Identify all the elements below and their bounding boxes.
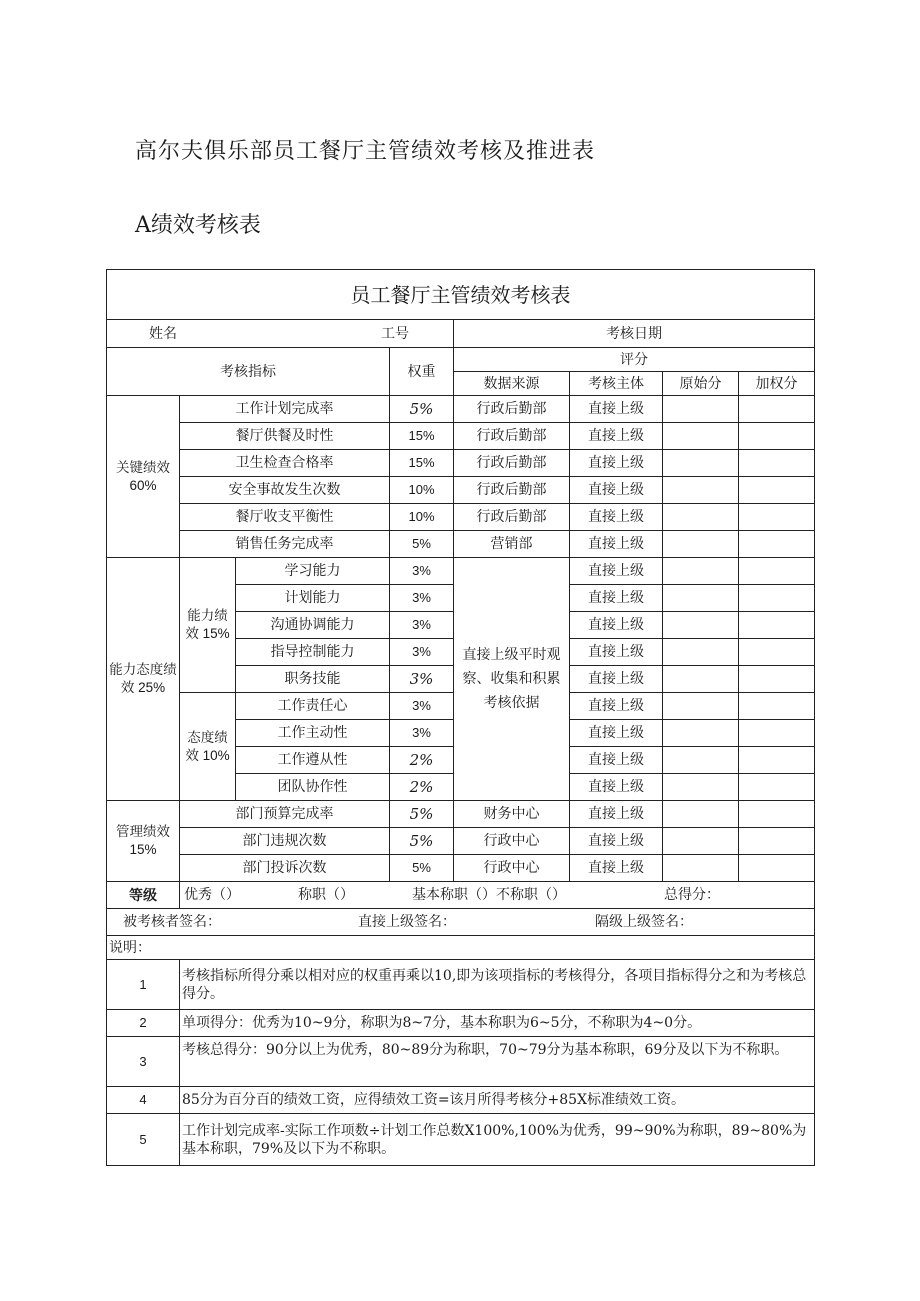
weighted-score-cell[interactable] [739,612,815,639]
grade-competent[interactable]: 称职（） [298,887,354,903]
assessor: 直接上级 [570,585,663,612]
weighted-score-cell[interactable] [739,504,815,531]
weighted-score-cell[interactable] [739,531,815,558]
weighted-score-cell[interactable] [739,450,815,477]
direct-supervisor-signature[interactable]: 直接上级签名： [358,914,456,930]
raw-score-cell[interactable] [663,423,739,450]
indicator-name: 工作遵从性 [236,747,390,774]
indicator-weight: 3% [390,666,454,693]
weighted-score-cell[interactable] [739,855,815,882]
weighted-score-cell[interactable] [739,396,815,423]
indicator-weight: 15% [390,423,454,450]
indicator-name: 安全事故发生次数 [180,477,390,504]
assessor: 直接上级 [570,504,663,531]
indicator-weight: 3% [390,693,454,720]
note-number: 1 [107,960,180,1010]
raw-score-cell[interactable] [663,585,739,612]
assessor: 直接上级 [570,558,663,585]
data-source: 行政后勤部 [454,423,570,450]
header-source: 数据来源 [454,372,570,396]
indicator-weight: 10% [390,477,454,504]
indicator-name: 餐厅收支平衡性 [180,504,390,531]
weighted-score-cell[interactable] [739,828,815,855]
data-source: 行政后勤部 [454,504,570,531]
ability-data-source: 直接上级平时观察、收集和积累考核依据 [454,558,570,801]
raw-score-cell[interactable] [663,450,739,477]
note-text: 工作计划完成率-实际工作项数÷计划工作总数X100%,100%为优秀，99~90%为称职，89~80%为基本称职，79%及以下为不称职。 [180,1114,815,1166]
date-label: 考核日期 [454,320,815,348]
raw-score-cell[interactable] [663,801,739,828]
subcategory-attitude: 态度绩效 10% [180,693,236,801]
assessor: 直接上级 [570,423,663,450]
data-source: 行政中心 [454,855,570,882]
assessor: 直接上级 [570,774,663,801]
weighted-score-cell[interactable] [739,585,815,612]
data-source: 行政后勤部 [454,396,570,423]
indicator-weight: 5% [390,801,454,828]
indicator-weight: 10% [390,504,454,531]
weighted-score-cell[interactable] [739,693,815,720]
section-title: A绩效考核表 [135,213,261,238]
id-label: 工号 [381,325,409,342]
assessor: 直接上级 [570,828,663,855]
note-text: 单项得分：优秀为10~9分，称职为8~7分，基本称职为6~5分，不称职为4~0分。 [180,1010,815,1037]
header-score: 评分 [454,348,815,372]
indicator-weight: 5% [390,531,454,558]
raw-score-cell[interactable] [663,612,739,639]
signature-row [107,909,815,936]
header-weighted: 加权分 [739,372,815,396]
assessor: 直接上级 [570,612,663,639]
weighted-score-cell[interactable] [739,423,815,450]
grade-options [180,882,815,909]
data-source: 行政后勤部 [454,450,570,477]
assessor: 直接上级 [570,666,663,693]
note-number: 4 [107,1087,180,1114]
weighted-score-cell[interactable] [739,747,815,774]
indicator-name: 沟通协调能力 [236,612,390,639]
indicator-name: 学习能力 [236,558,390,585]
assessor: 直接上级 [570,531,663,558]
note-number: 5 [107,1114,180,1166]
weighted-score-cell[interactable] [739,639,815,666]
note-number: 3 [107,1037,180,1087]
raw-score-cell[interactable] [663,477,739,504]
raw-score-cell[interactable] [663,828,739,855]
indicator-name: 餐厅供餐及时性 [180,423,390,450]
header-raw: 原始分 [663,372,739,396]
data-source: 行政后勤部 [454,477,570,504]
note-number: 2 [107,1010,180,1037]
document-title: 高尔夫俱乐部员工餐厅主管绩效考核及推进表 [135,139,596,164]
raw-score-cell[interactable] [663,666,739,693]
indicator-name: 计划能力 [236,585,390,612]
examinee-signature[interactable]: 被考核者签名： [123,914,221,930]
subcategory-ability: 能力绩效 15% [180,558,236,693]
indicator-weight: 3% [390,720,454,747]
indicator-name: 指导控制能力 [236,639,390,666]
raw-score-cell[interactable] [663,720,739,747]
raw-score-cell[interactable] [663,531,739,558]
raw-score-cell[interactable] [663,774,739,801]
indicator-name: 工作计划完成率 [180,396,390,423]
indicator-name: 部门投诉次数 [180,855,390,882]
header-indicator: 考核指标 [107,348,390,396]
assessment-table [106,269,815,1166]
indicator-weight: 2% [390,747,454,774]
raw-score-cell[interactable] [663,693,739,720]
weighted-score-cell[interactable] [739,477,815,504]
notes-label: 说明： [107,936,815,960]
skip-level-signature[interactable]: 隔级上级签名： [595,914,693,930]
data-source: 营销部 [454,531,570,558]
indicator-weight: 3% [390,585,454,612]
note-text: 85分为百分百的绩效工资，应得绩效工资=该月所得考核分+85X标准绩效工资。 [180,1087,815,1114]
name-and-id-cell [107,320,454,348]
category-key: 关键绩效 60% [107,396,180,558]
raw-score-cell[interactable] [663,747,739,774]
indicator-name: 销售任务完成率 [180,531,390,558]
indicator-weight: 5% [390,396,454,423]
category-ability: 能力态度绩效 25% [107,558,180,801]
header-weight: 权重 [390,348,454,396]
assessor: 直接上级 [570,801,663,828]
indicator-weight: 2% [390,774,454,801]
note-text: 考核总得分：90分以上为优秀，80~89分为称职，70~79分为基本称职，69分及以下为不称职。 [180,1037,815,1087]
weighted-score-cell[interactable] [739,774,815,801]
note-text: 考核指标所得分乘以相对应的权重再乘以10,即为该项指标的考核得分，各项目指标得分之和为考核总得分。 [180,960,815,1010]
weighted-score-cell[interactable] [739,558,815,585]
indicator-name: 部门预算完成率 [180,801,390,828]
weighted-score-cell[interactable] [739,801,815,828]
indicator-weight: 3% [390,639,454,666]
weighted-score-cell[interactable] [739,666,815,693]
raw-score-cell[interactable] [663,558,739,585]
assessor: 直接上级 [570,396,663,423]
weighted-score-cell[interactable] [739,720,815,747]
assessor: 直接上级 [570,639,663,666]
assessor: 直接上级 [570,450,663,477]
indicator-weight: 15% [390,450,454,477]
indicator-name: 工作责任心 [236,693,390,720]
grade-basic-and-fail[interactable]: 基本称职（）不称职（） [412,887,566,903]
raw-score-cell[interactable] [663,504,739,531]
assessor: 直接上级 [570,720,663,747]
indicator-weight: 3% [390,558,454,585]
category-management: 管理绩效 15% [107,801,180,882]
data-source: 行政中心 [454,828,570,855]
grade-excellent[interactable]: 优秀（） [184,887,240,903]
raw-score-cell[interactable] [663,396,739,423]
indicator-weight: 5% [390,828,454,855]
name-label: 姓名 [149,325,177,342]
grade-label: 等级 [107,882,180,909]
total-score-label: 总得分： [664,887,720,903]
raw-score-cell[interactable] [663,639,739,666]
data-source: 财务中心 [454,801,570,828]
header-subject: 考核主体 [570,372,663,396]
indicator-weight: 5% [390,855,454,882]
assessor: 直接上级 [570,693,663,720]
indicator-name: 卫生检查合格率 [180,450,390,477]
indicator-name: 团队协作性 [236,774,390,801]
indicator-weight: 3% [390,612,454,639]
assessor: 直接上级 [570,747,663,774]
indicator-name: 部门违规次数 [180,828,390,855]
assessor: 直接上级 [570,855,663,882]
table-title: 员工餐厅主管绩效考核表 [107,270,815,320]
raw-score-cell[interactable] [663,855,739,882]
assessor: 直接上级 [570,477,663,504]
indicator-name: 工作主动性 [236,720,390,747]
indicator-name: 职务技能 [236,666,390,693]
